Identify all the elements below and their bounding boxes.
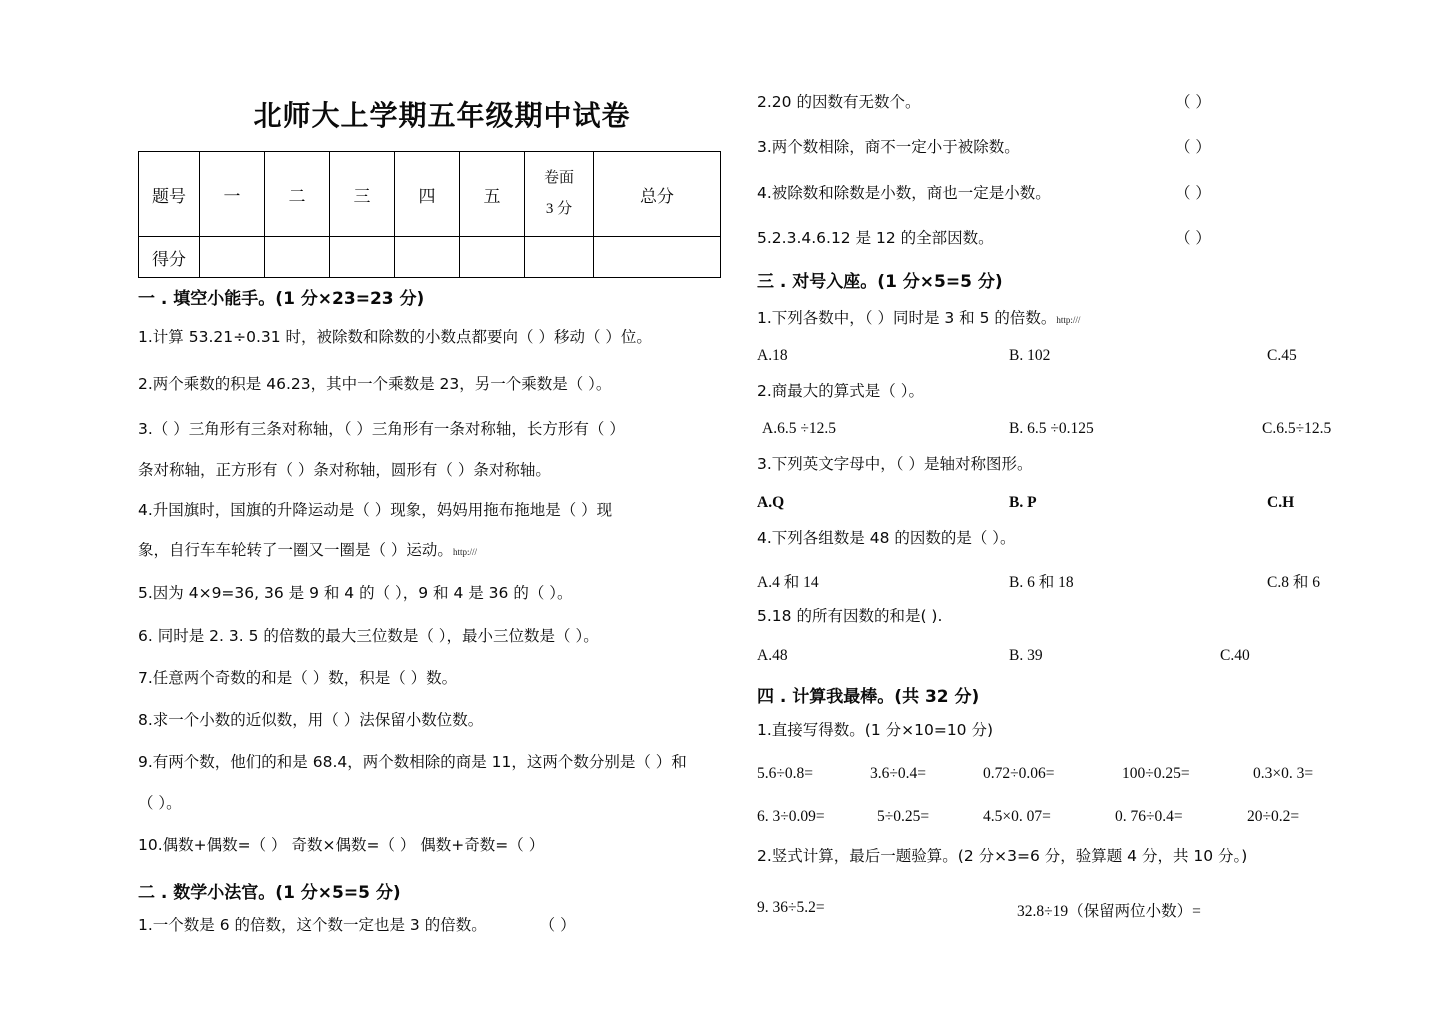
s2-answer-bracket-5[interactable]: （ ） bbox=[1175, 229, 1211, 247]
s3-q5-option-a[interactable]: A.48 bbox=[757, 647, 788, 664]
score-table-col-3: 三 bbox=[330, 152, 395, 237]
s3-q4-option-b[interactable]: B. 6 和 18 bbox=[1009, 574, 1074, 591]
s3-q5-option-b[interactable]: B. 39 bbox=[1009, 647, 1043, 664]
s3-question-2-stem: 2.商最大的算式是（ ）。 bbox=[757, 382, 924, 400]
s2-question-3-text: 3.两个数相除，商不一定小于被除数。 bbox=[757, 138, 1020, 156]
s1-question-6: 6. 同时是 2. 3. 5 的倍数的最大三位数是（ ），最小三位数是（ ）。 bbox=[138, 627, 599, 645]
s2-question-2-text: 2.20 的因数有无数个。 bbox=[757, 93, 921, 111]
s4-oral-2-1[interactable]: 6. 3÷0.09= bbox=[757, 808, 825, 825]
s4-oral-1-5[interactable]: 0.3×0. 3= bbox=[1253, 765, 1314, 782]
s2-question-4-text: 4.被除数和除数是小数，商也一定是小数。 bbox=[757, 184, 1051, 202]
score-cell-5[interactable] bbox=[460, 237, 525, 278]
s2-answer-bracket-3[interactable]: （ ） bbox=[1175, 138, 1211, 156]
s3-q3-option-b[interactable]: B. P bbox=[1009, 494, 1037, 511]
s3-q5-option-c[interactable]: C.40 bbox=[1220, 647, 1250, 664]
s3-question-3-stem: 3.下列英文字母中，（ ）是轴对称图形。 bbox=[757, 455, 1033, 473]
cover-label-line1: 卷面 bbox=[543, 170, 574, 186]
s1-question-4-line2 bbox=[138, 543, 477, 559]
s2-answer-bracket-4[interactable]: （ ） bbox=[1175, 184, 1211, 202]
s4-part1-label: 1.直接写得数。(1 分×10=10 分) bbox=[757, 721, 994, 739]
score-table-col-2: 二 bbox=[265, 152, 330, 237]
s2-question-2 bbox=[757, 93, 1211, 111]
s3-q2-option-b[interactable]: B. 6.5 ÷0.125 bbox=[1009, 420, 1094, 437]
page-title: 北师大上学期五年级期中试卷 bbox=[253, 99, 631, 132]
cover-label-line2: 3 分 bbox=[545, 201, 573, 217]
watermark-text: http:/// bbox=[452, 547, 477, 557]
score-table bbox=[138, 151, 721, 278]
s1-question-9-line2: （ ）。 bbox=[138, 794, 182, 812]
s3-q3-option-a[interactable]: A.Q bbox=[757, 494, 785, 511]
s2-question-3 bbox=[757, 138, 1211, 156]
table-row bbox=[139, 152, 721, 237]
s4-part2-label: 2.竖式计算，最后一题验算。(2 分×3=6 分，验算题 4 分，共 10 分。) bbox=[757, 847, 1248, 865]
s4-vertical-2[interactable]: 32.8÷19（保留两位小数）= bbox=[1017, 903, 1201, 920]
s2-question-4 bbox=[757, 184, 1211, 202]
watermark-text: http:/// bbox=[1056, 315, 1081, 325]
score-table-cover-column bbox=[525, 152, 594, 237]
s3-q2-option-a[interactable]: A.6.5 ÷12.5 bbox=[762, 420, 836, 437]
s2-question-5 bbox=[757, 229, 1211, 247]
score-table-col-1: 一 bbox=[200, 152, 265, 237]
s3-q4-option-c[interactable]: C.8 和 6 bbox=[1267, 574, 1320, 591]
s1-question-3-line1: 3.（ ）三角形有三条对称轴，（ ）三角形有一条对称轴，长方形有（ ） bbox=[138, 420, 625, 438]
s3-q3-option-c[interactable]: C.H bbox=[1267, 494, 1295, 511]
s2-question-5-text: 5.2.3.4.6.12 是 12 的全部因数。 bbox=[757, 229, 994, 247]
s2-question-1-text: 1.一个数是 6 的倍数，这个数一定也是 3 的倍数。 bbox=[138, 916, 487, 934]
s4-vertical-1[interactable]: 9. 36÷5.2= bbox=[757, 899, 825, 916]
s4-oral-2-3[interactable]: 4.5×0. 07= bbox=[983, 808, 1051, 825]
s4-oral-1-1[interactable]: 5.6÷0.8= bbox=[757, 765, 813, 782]
s3-q2-option-c[interactable]: C.6.5÷12.5 bbox=[1262, 420, 1332, 437]
score-table-score-label: 得分 bbox=[139, 237, 200, 278]
s3-q1-option-c[interactable]: C.45 bbox=[1267, 347, 1297, 364]
s4-oral-2-5[interactable]: 20÷0.2= bbox=[1247, 808, 1300, 825]
s3-question-1-text: 1.下列各数中，（ ）同时是 3 和 5 的倍数。 bbox=[757, 309, 1057, 327]
score-cell-total[interactable] bbox=[594, 237, 721, 278]
score-cell-4[interactable] bbox=[395, 237, 460, 278]
s4-oral-1-4[interactable]: 100÷0.25= bbox=[1122, 765, 1190, 782]
s4-oral-1-2[interactable]: 3.6÷0.4= bbox=[870, 765, 926, 782]
s2-answer-bracket-1[interactable]: （ ） bbox=[539, 916, 576, 934]
section-two-heading: 二 . 数学小法官。(1 分×5=5 分) bbox=[138, 883, 401, 903]
section-three-heading: 三 . 对号入座。(1 分×5=5 分) bbox=[757, 272, 1003, 292]
s1-question-5: 5.因为 4×9=36, 36 是 9 和 4 的（ ），9 和 4 是 36 的（ ）。 bbox=[138, 584, 573, 602]
score-cell-cover[interactable] bbox=[525, 237, 594, 278]
s1-question-3-line2: 条对称轴，正方形有（ ）条对称轴，圆形有（ ）条对称轴。 bbox=[138, 461, 551, 479]
score-table-header-label: 题号 bbox=[139, 152, 200, 237]
s1-question-8: 8.求一个小数的近似数，用（ ）法保留小数位数。 bbox=[138, 711, 484, 729]
section-four-heading: 四 . 计算我最棒。(共 32 分) bbox=[757, 687, 980, 707]
s1-question-1: 1.计算 53.21÷0.31 时，被除数和除数的小数点都要向（ ）移动（ ）位。 bbox=[138, 328, 652, 346]
score-cell-1[interactable] bbox=[200, 237, 265, 278]
s3-q1-option-b[interactable]: B. 102 bbox=[1009, 347, 1051, 364]
s4-oral-1-3-wrap[interactable]: 0.72÷0.06= bbox=[983, 765, 1055, 782]
s3-question-4-stem: 4.下列各组数是 48 的因数的是（ ）。 bbox=[757, 529, 1016, 547]
s1-question-9-line1: 9.有两个数，他们的和是 68.4，两个数相除的商是 11，这两个数分别是（ ）和 bbox=[138, 753, 687, 771]
table-row bbox=[139, 237, 721, 278]
s3-q4-option-a[interactable]: A.4 和 14 bbox=[757, 574, 819, 591]
s2-answer-bracket-2[interactable]: （ ） bbox=[1175, 93, 1211, 111]
s1-question-10: 10.偶数+偶数=（ ） 奇数×偶数=（ ） 偶数+奇数=（ ） bbox=[138, 836, 545, 854]
s4-oral-2-4[interactable]: 0. 76÷0.4= bbox=[1115, 808, 1183, 825]
score-cell-3[interactable] bbox=[330, 237, 395, 278]
score-table-total-column: 总分 bbox=[594, 152, 721, 237]
s3-question-1-stem bbox=[757, 311, 1080, 327]
score-cell-2[interactable] bbox=[265, 237, 330, 278]
score-table-col-4: 四 bbox=[395, 152, 460, 237]
score-table-col-5: 五 bbox=[460, 152, 525, 237]
s1-question-7: 7.任意两个奇数的和是（ ）数，积是（ ）数。 bbox=[138, 669, 458, 687]
left-column bbox=[138, 0, 738, 934]
s2-question-1 bbox=[138, 918, 576, 934]
s4-oral-2-2[interactable]: 5÷0.25= bbox=[877, 808, 930, 825]
s1-question-2: 2.两个乘数的积是 46.23，其中一个乘数是 23，另一个乘数是（ ）。 bbox=[138, 375, 612, 393]
s3-q1-option-a[interactable]: A.18 bbox=[757, 347, 788, 364]
section-one-heading: 一 . 填空小能手。(1 分×23=23 分) bbox=[138, 289, 425, 309]
s1-question-4-line1: 4.升国旗时，国旗的升降运动是（ ）现象，妈妈用拖布拖地是（ ）现 bbox=[138, 501, 613, 519]
s3-question-5-stem: 5.18 的所有因数的和是( ). bbox=[757, 607, 943, 625]
s1-question-4-line2-text: 象，自行车车轮转了一圈又一圈是（ ）运动。 bbox=[138, 541, 453, 559]
